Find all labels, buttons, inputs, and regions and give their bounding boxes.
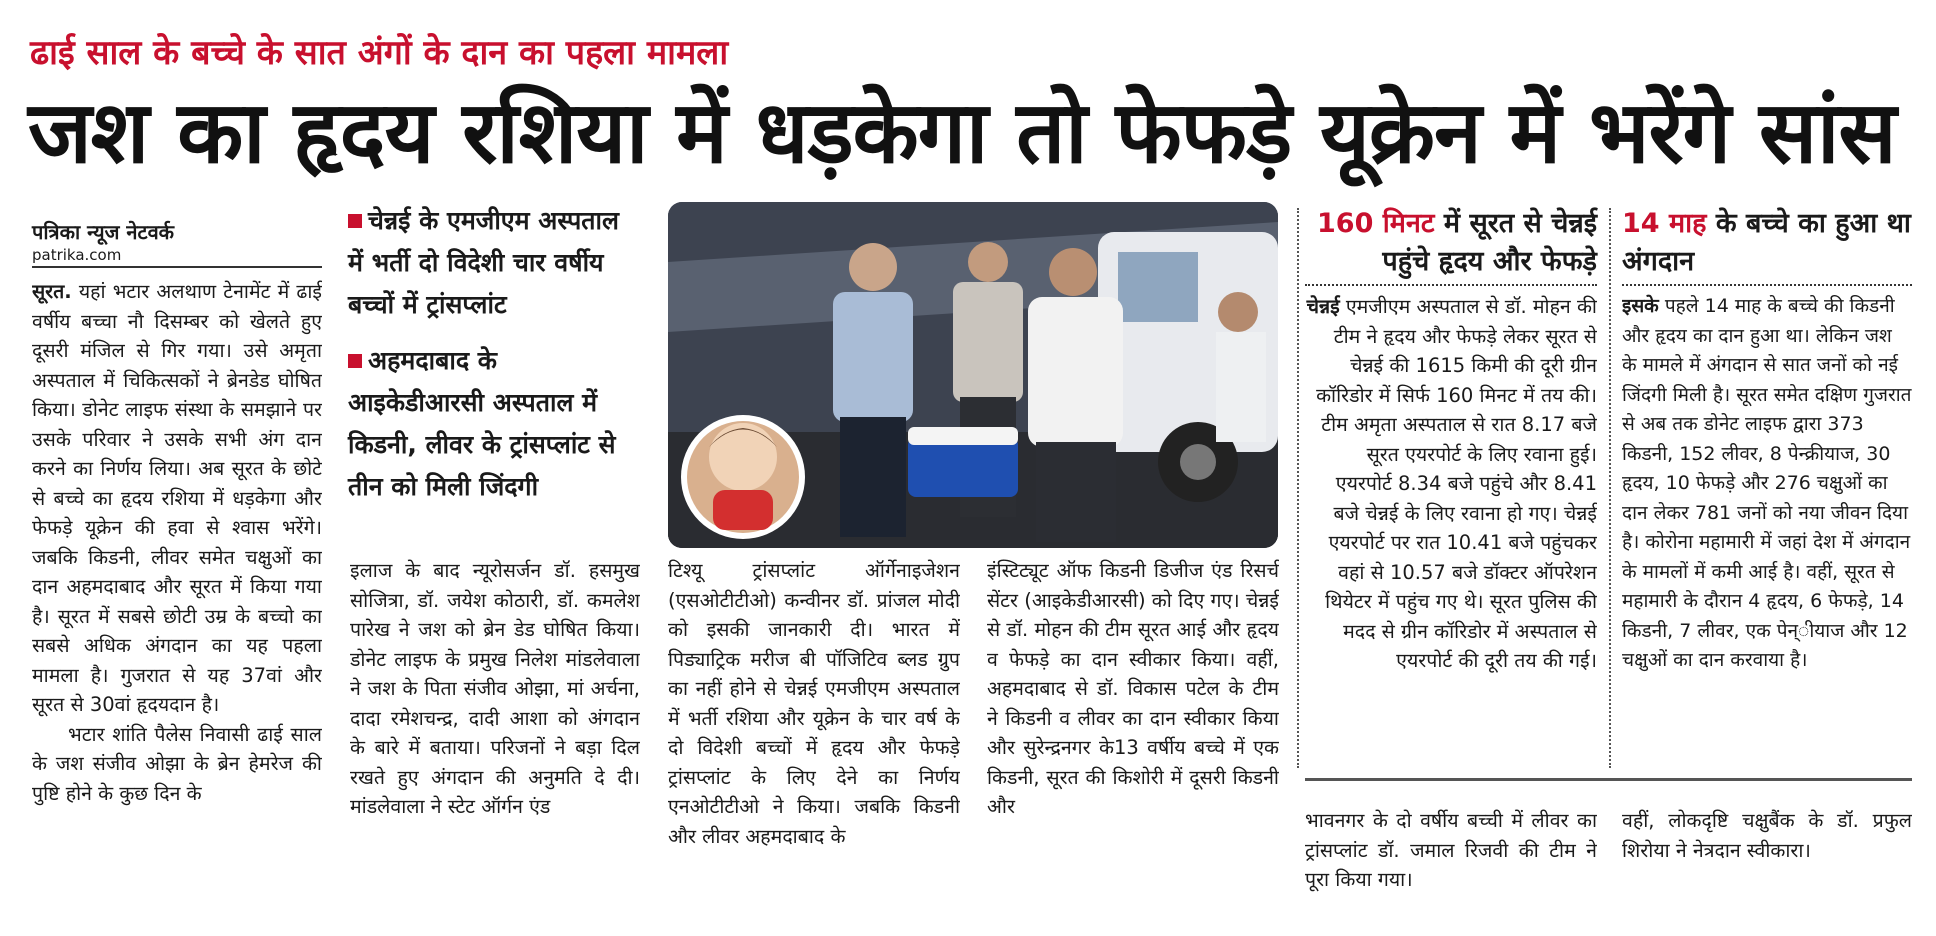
column-4: इंस्टिट्यूट ऑफ किडनी डिजीज एंड रिसर्च सेंटर (आइकेडीआरसी) को दिए गए। चेन्नई से डॉ. मोहन की टीम सूरत आई और हृदय व फेफड़े का दान स्वीकार किया। वहीं, अहमदाबाद से डॉ. विकास पटेल के टीम ने किडनी व लीवर का दान स्वीकार किया और सुरेन्द्रनगर के13 वर्षीय बच्चे में एक किडनी, सूरत की किशोरी में दूसरी किडनी और xyxy=(987,559,1279,818)
column-7: भावनगर के दो वर्षीय बच्ची में लीवर का ट्रांसप्लांट डॉ. जमाल रिजवी की टीम ने पूरा किया गया। xyxy=(1305,809,1597,891)
byline-rule xyxy=(32,266,322,268)
column-divider xyxy=(1297,208,1299,768)
kicker: ढाई साल के बच्चे के सात अंगों के दान का पहला मामला xyxy=(30,33,729,73)
column-8: वहीं, लोकदृष्टि चक्षुबैंक के डॉ. प्रफुल शिरोया ने नेत्रदान स्वीकारा। xyxy=(1622,809,1912,862)
column-divider xyxy=(1609,208,1611,768)
headline: जश का हृदय रशिया में धड़केगा तो फेफड़े यूक्रेन में भरेंगे सांस xyxy=(28,83,1896,183)
section-divider xyxy=(1305,778,1912,781)
byline: पत्रिका न्यूज नेटवर्क xyxy=(32,220,175,244)
highlight-text: चेन्नई के एमजीएम अस्पताल में भर्ती दो विदेशी चार वर्षीय बच्चों में ट्रांसप्लांट xyxy=(348,206,619,319)
bullet-square-icon xyxy=(348,354,362,368)
column-2: इलाज के बाद न्यूरोसर्जन डॉ. हसमुख सोजित्रा, डॉ. जयेश कोठारी, डॉ. कमलेश पारेख ने जश को ब्रेन डेड घोषित किया। डोनेट लाइफ के प्रमुख निलेश मांडलेवाला ने जश के पिता संजीव ओझा, मां अर्चना, दादा रमेशचन्द्र, दादी आशा को अंगदान के बारे में बताया। परिजनों ने बड़ा दिल रखते हुए अंगदान की अनुमति दे दी। मांडलेवाला ने स्टेट ऑर्गन एंड xyxy=(350,559,640,818)
box1-text: एमजीएम अस्पताल से डॉ. मोहन की टीम ने हृदय और फेफड़े लेकर सूरत से चेन्नई की 1615 किमी की दूरी ग्रीन कॉरिडोर में सिर्फ 160 मिनट में तय की। टीम अमृता अस्पताल से रात 8.17 बजे सूरत एयरपोर्ट के लिए रवाना हुई। एयरपोर्ट 8.34 बजे पहुंचे और 8.41 बजे चेन्नई के लिए रवाना हो गए। चेन्नई एयरपोर्ट पर रात 10.41 बजे पहुंचकर वहां से 10.57 बजे डॉक्टर ऑपरेशन थियेटर में पहुंच गए थे। सूरत पुलिस की मदद से ग्रीन कॉरिडोर में अस्पताल से एयरपोर्ट की दूरी तय की गई। xyxy=(1316,295,1597,672)
highlights xyxy=(348,200,628,522)
news-photo xyxy=(668,202,1278,548)
highlight-item xyxy=(348,200,628,326)
col1-text-1: यहां भटार अलथाण टेनामेंट में ढाई वर्षीय बच्चा नौ दिसम्बर को खेलते हुए दूसरी मंजिल से गिर गया। उसे अमृता अस्पताल में चिकित्सकों ने ब्रेनडेड घोषित किया। डोनेट लाइफ संस्था के समझाने पर उसके परिवार ने उसके सभी अंग दान करने का निर्णय लिया। अब सूरत के छोटे से बच्चे का हृदय रशिया में धड़केगा और फेफड़े यूक्रेन की हवा से श्वास भरेंगे। जबकि किडनी, लीवर समेत चक्षुओं का दान अहमदाबाद और सूरत में किया गया है। सूरत में सबसे छोटी उम्र के बच्चो का सबसे अधिक अंगदान का यह पहला मामला है। गुजरात से यह 37वां और सूरत से 30वां हृदयदान है। xyxy=(32,280,322,716)
box2-text: पहले 14 माह के बच्चे की किडनी और हृदय का दान हुआ था। लेकिन जश के मामले में अंगदान से सात जनों को नई जिंदगी मिली है। सूरत समेत दक्षिण गुजरात से अब तक डोनेट लाइफ द्वारा 373 किडनी, 152 लीवर, 8 पेन्क्रीयाज, 30 हृदय, 10 फेफड़े और 276 चक्षुओं का दान लेकर 781 जनों को नया जीवन दिया है। कोरोना महामारी में जहां देश में अंगदान के मामलों में कमी आई है। वहीं, सूरत से महामारी के दौरान 4 हृदय, 6 फेफड़े, 14 किडनी, 7 लीवर, एक पेन्‌ीयाज और 12 चक्षुओं का दान करवाया है। xyxy=(1622,295,1912,671)
col1-para-1 xyxy=(32,277,322,720)
site-link[interactable]: patrika.com xyxy=(32,246,122,264)
box1-dateline: चेन्नई xyxy=(1306,295,1340,318)
highlight-item xyxy=(348,340,628,508)
box1-rule xyxy=(1305,284,1597,286)
column-3: टिश्यू ट्रांसप्लांट ऑर्गेनाइजेशन (एसओटीटीओ) कन्वीनर डॉ. प्रांजल मोदी को इसकी जानकारी दी। भारत में पिड्याट्रिक मरीज बी पॉजिटिव ब्लड ग्रुप का नहीं होने से चेन्नई एमजीएम अस्पताल में भर्ती रशिया और यूक्रेन के चार वर्ष के दो विदेशी बच्चों में हृदय और फेफड़े ट्रांसप्लांट के लिए देने का निर्णय एनओटीटीओ ने किया। जबकि किडनी और लीवर अहमदाबाद के xyxy=(668,559,960,848)
col1-para-2: भटार शांति पैलेस निवासी ढाई साल के जश संजीव ओझा के ब्रेन हेमरेज की पुष्टि होने के कुछ दिन के xyxy=(32,722,322,805)
dateline: सूरत. xyxy=(32,280,72,303)
box2-heading xyxy=(1622,205,1912,281)
column-1 xyxy=(32,277,322,897)
bullet-square-icon xyxy=(348,214,362,228)
photo-illustration xyxy=(668,202,1278,548)
box1-heading-highlight: 160 मिनट xyxy=(1317,208,1435,239)
box2-heading-text: के बच्चे का हुआ था अंगदान xyxy=(1622,208,1911,277)
box2-body xyxy=(1622,292,1912,772)
highlight-text: अहमदाबाद के आइकेडीआरसी अस्पताल में किडनी, लीवर के ट्रांसप्लांट से तीन को मिली जिंदगी xyxy=(348,346,616,501)
box1-heading xyxy=(1305,205,1597,281)
box1-body xyxy=(1305,292,1597,762)
box2-heading-highlight: 14 माह xyxy=(1622,208,1707,239)
box2-rule xyxy=(1622,284,1912,286)
box2-dateline: इसके xyxy=(1622,295,1659,317)
box1-heading-text: में सूरत से चेन्नई पहुंचे हृदय और फेफड़े xyxy=(1382,208,1597,277)
